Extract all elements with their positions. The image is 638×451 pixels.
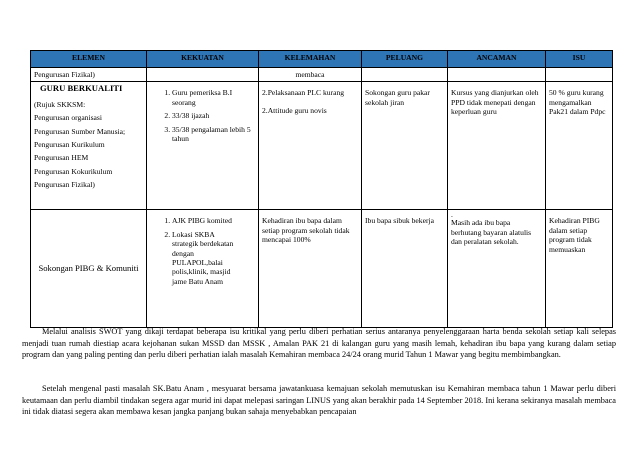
- table-row: [31, 68, 613, 82]
- row1-ancaman: [448, 82, 546, 210]
- table-row: [31, 82, 613, 210]
- kekuatan-item: 3. 35/38 pengalaman lebih 5 tahun: [172, 125, 255, 144]
- row1-isu: [546, 82, 613, 210]
- guru-berkualiti-heading: GURU BERKUALITI: [40, 83, 123, 94]
- row0-peluang: [362, 68, 448, 82]
- kekuatan-item: 2. Lokasi SKBA strategik berdekatan dengan PULAPOL,balai polis,klinik, masjid jame Batu Anam: [172, 230, 255, 286]
- row2-isu: [546, 210, 613, 328]
- kelemahan-item: 2.Attitude guru novis: [262, 105, 327, 115]
- header-row: [31, 51, 613, 68]
- isu-text: 50 % guru kurang mengamalkan Pak21 dalam Pdpc: [549, 88, 606, 117]
- header-elemen: ELEMEN: [31, 51, 147, 68]
- elemen-item: Pengurusan organisasi: [34, 113, 102, 123]
- header-kekuatan: KEKUATAN: [147, 51, 259, 68]
- ancaman-text: Kursus yang dianjurkan oleh PPD tidak menepati dengan keperluan guru: [451, 88, 539, 117]
- elemen-item: (Rujuk SKKSM:: [34, 99, 86, 109]
- row2-ancaman: [448, 210, 546, 328]
- paragraph-decision: Setelah mengenal pasti masalah SK.Batu Anam , mesyuarat bersama jawatankuasa kemajuan sekolah memutuskan isu Kemahiran membaca tahun 1 Mawar perlu diberi keutamaan dan perlu diambil tindakan segera agar murid ini dapat melepasi saringan LINUS yang akan berakhir pada 14 September 2018. Ini kerana sekiranya masalah membaca ini tidak diatasi segera akan membawa kesan jangka panjang bukan sahaja menyebabkan pencapaian: [22, 384, 616, 417]
- row0-kelemahan: membaca: [259, 68, 362, 82]
- kekuatan-item: 1. AJK PIBG komited: [172, 216, 255, 225]
- kekuatan-item: 2. 33/38 ijazah: [172, 111, 255, 120]
- ancaman-dot: .: [451, 210, 453, 220]
- paragraph-swot-analysis: Melalui analisis SWOT yang dikaji terdapat beberapa isu kritikal yang perlu diberi perhatian serius antaranya penyelenggaraan harta benda sekolah setiap kali selepas menjadi tuan rumah diestiap acara kejohanan sukan MSSD dan MSSK , Amalan PAK 21 di kalangan guru yang masih lemah, kehadiran ibu bapa yang kurang dalam setiap program dan yang paling penting dan perlu diberi perhatian ialah masalah Kemahiran membaca 24/24 orang murid Tahun 1 Mawar yang begitu membimbangkan.: [22, 327, 616, 360]
- elemen-item: Pengurusan Kurikulum: [34, 140, 105, 150]
- row0-kekuatan: [147, 68, 259, 82]
- row1-peluang: [362, 82, 448, 210]
- kelemahan-item: 2.Pelaksanaan PLC kurang: [262, 88, 345, 98]
- kekuatan-item: 1. Guru pemeriksa B.I seorang: [172, 88, 255, 107]
- peluang-text: Sokongan guru pakar sekolah jiran: [365, 88, 430, 107]
- kelemahan-text: Kehadiran ibu bapa dalam setiap program sekolah tidak mencapai 100%: [262, 216, 350, 245]
- table-row: [31, 210, 613, 328]
- header-peluang: PELUANG: [362, 51, 448, 68]
- row0-elemen: Pengurusan Fizikal): [31, 68, 147, 82]
- row2-kelemahan: [259, 210, 362, 328]
- row0-ancaman: [448, 68, 546, 82]
- header-kelemahan: KELEMAHAN: [259, 51, 362, 68]
- isu-text: Kehadiran PIBG dalam setiap program tidak memuaskan: [549, 216, 600, 254]
- header-ancaman: ANCAMAN: [448, 51, 546, 68]
- row1-kekuatan: [147, 82, 259, 210]
- elemen-item: Pengurusan Fizikal): [34, 180, 95, 190]
- row2-elemen: Sokongan PIBG & Komuniti: [31, 210, 147, 328]
- ancaman-text: Masih ada ibu bapa berhutang bayaran alatulis dan peralatan sekolah.: [451, 218, 532, 247]
- row2-peluang: [362, 210, 448, 328]
- peluang-text: Ibu bapa sibuk bekerja: [365, 216, 434, 226]
- row0-isu: [546, 68, 613, 82]
- elemen-item: Pengurusan Sumber Manusia;: [34, 126, 126, 136]
- elemen-item: Pengurusan HEM: [34, 153, 89, 163]
- row1-kelemahan: [259, 82, 362, 210]
- header-isu: ISU: [546, 51, 613, 68]
- elemen-item: Pengurusan Kokurikulum: [34, 166, 113, 176]
- row2-kekuatan: [147, 210, 259, 328]
- swot-table: [30, 50, 613, 328]
- row1-elemen: [31, 82, 147, 210]
